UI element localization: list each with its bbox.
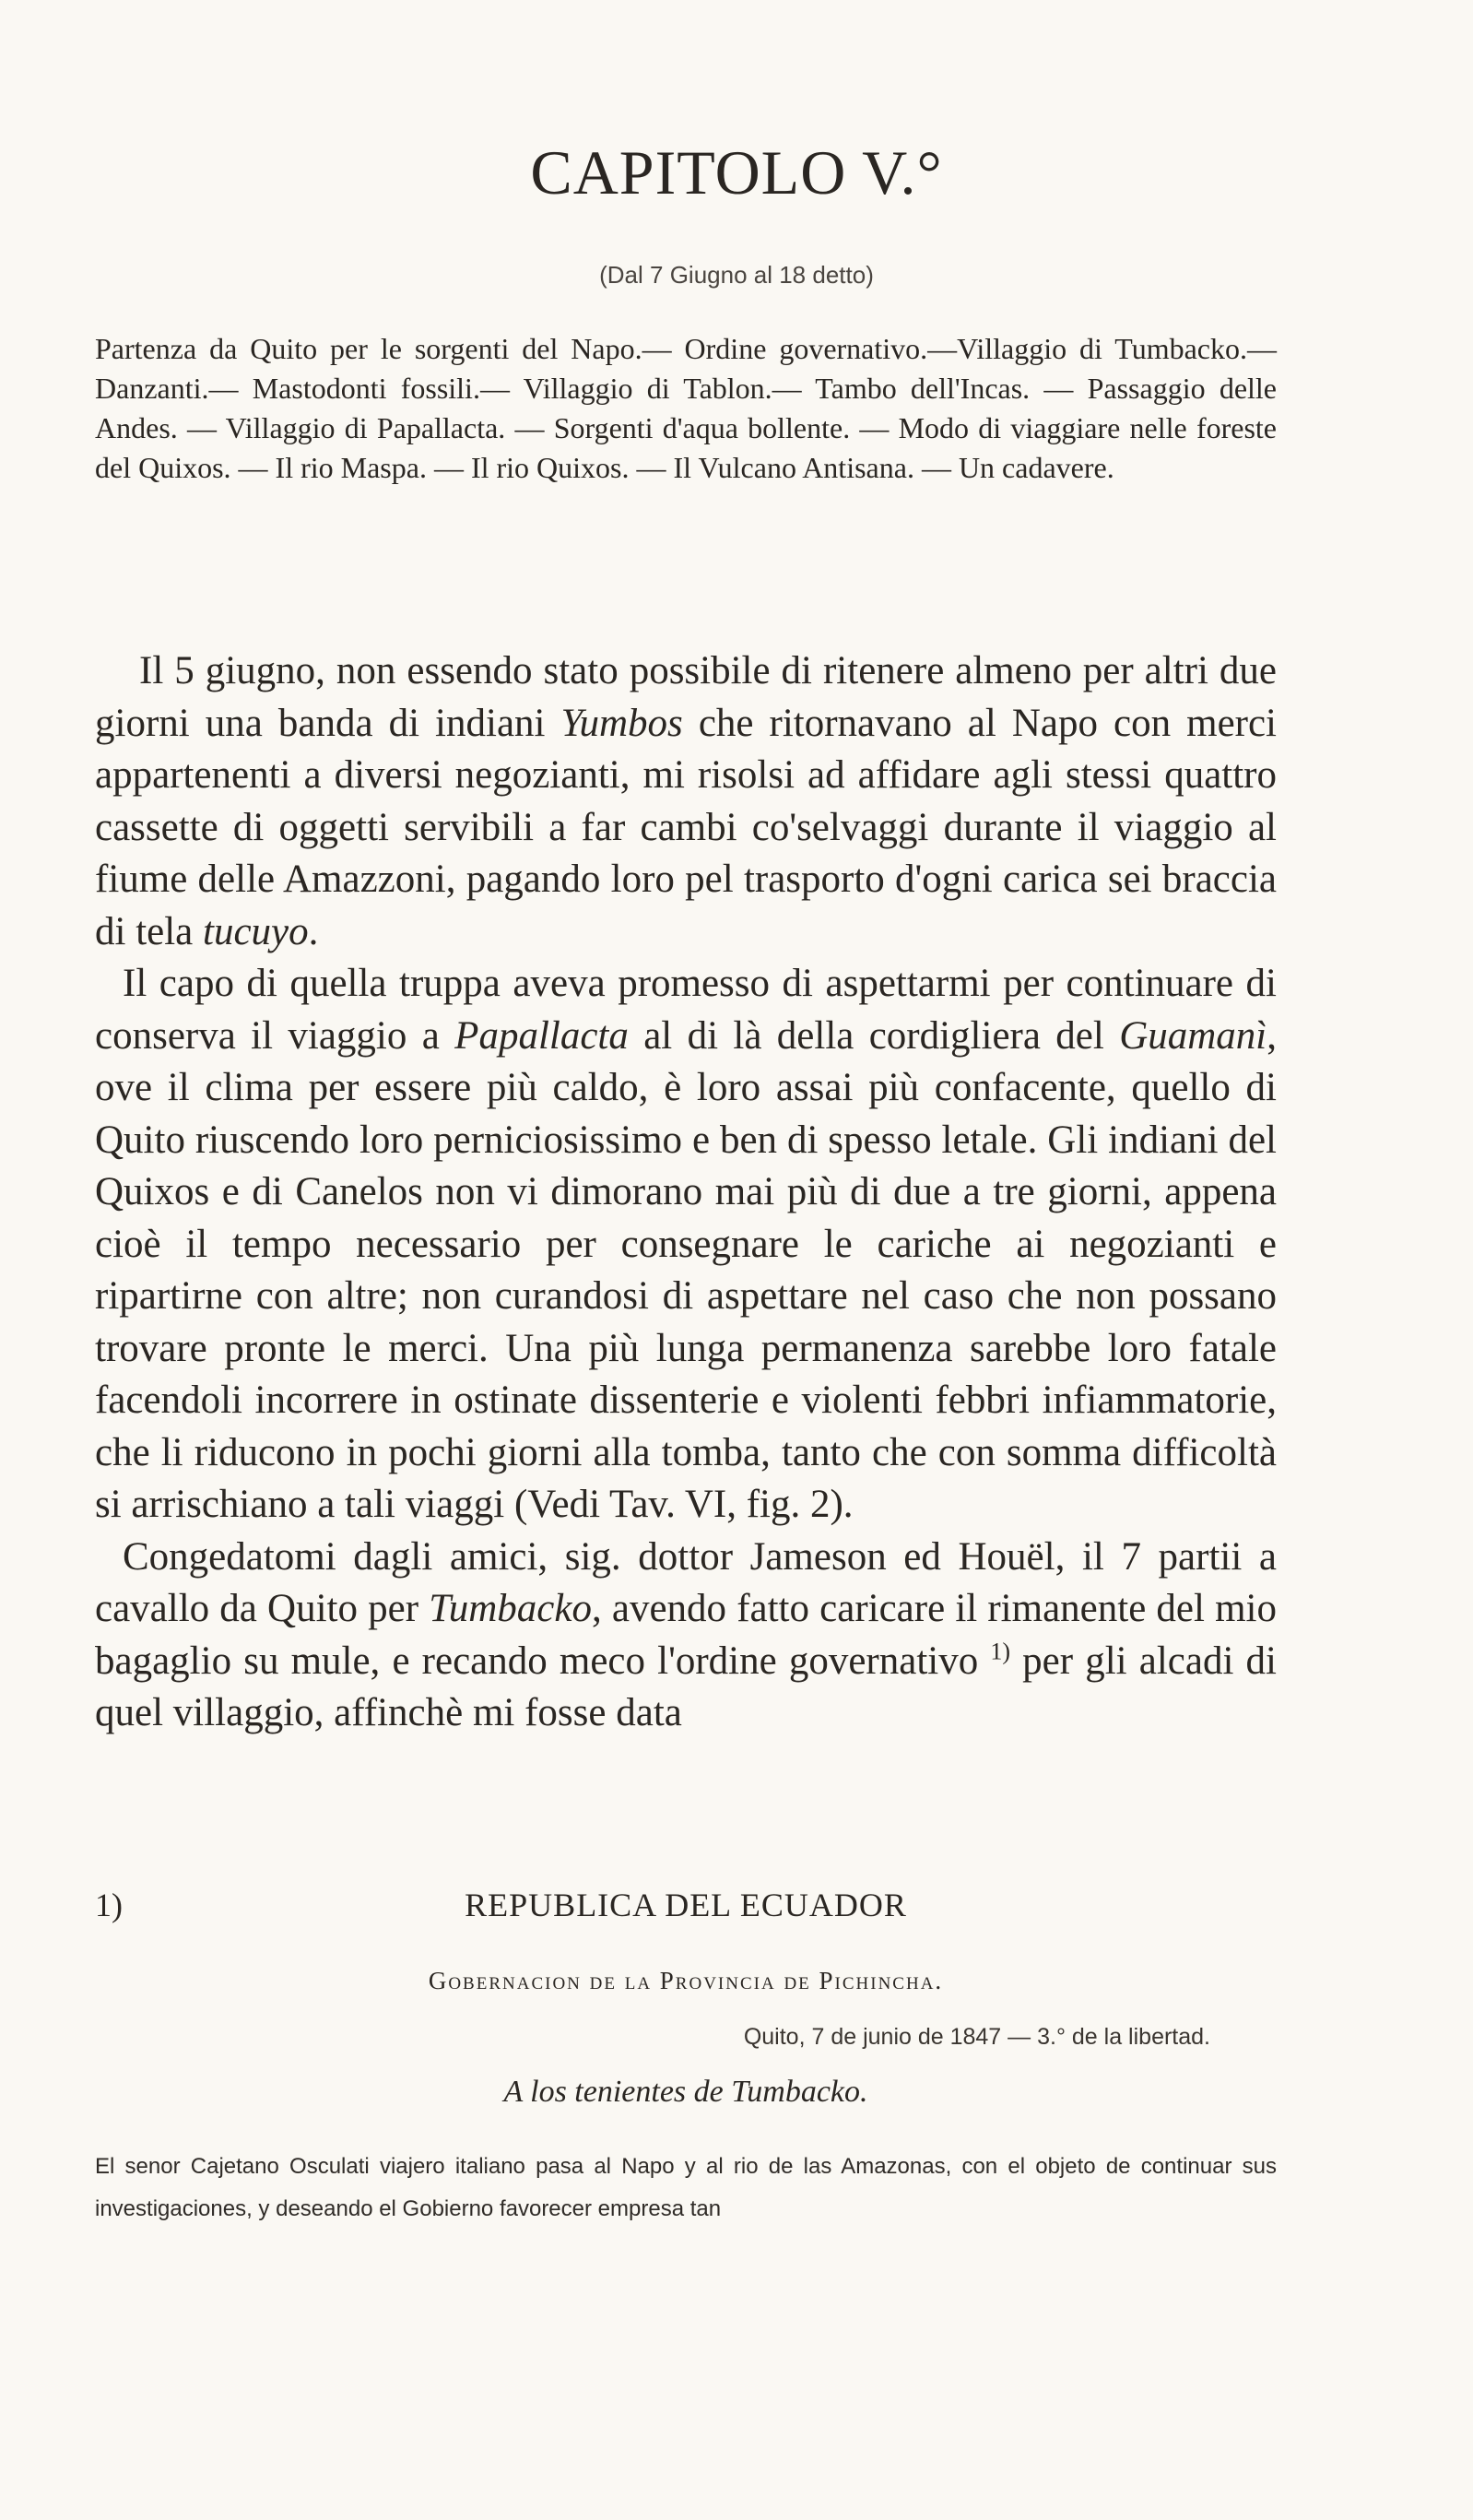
- p3-text-2: , avendo fatto caricare il rimanente del mio bagaglio su mule, e recando meco l'ordine governativo: [95, 1587, 1278, 1683]
- p1-text-2: che ritornavano al Napo con merci appartenenti a diversi negozianti, mi risolsi ad affidare agli stessi quattro cassette di oggetti servibili a far cambi co'selvaggi durante il viaggio al fiume delle Amazzoni, pagando loro pel trasporto d'ogni carica sei braccia di tela: [95, 701, 1277, 953]
- chapter-dates: (Dal 7 Giugno al 18 detto): [599, 261, 874, 289]
- p3-text-1: Congedatomi dagli amici, sig. dottor Jameson ed Houël, il 7 partii a cavallo da Quito per: [95, 1534, 1277, 1630]
- footnote-number: 1): [95, 1887, 123, 1923]
- body-text: [95, 645, 1277, 1740]
- paragraph-3: [95, 1532, 1277, 1740]
- footnote-text: El senor Cajetano Osculati viajero italiano pasa al Napo y al rio de las Amazonas, con el objeto de continuar sus investigaciones, y deseando el Gobierno favorecer empresa tan: [95, 2154, 1277, 2221]
- footnote-marker: 1): [990, 1638, 1011, 1665]
- p2-italic-guamani: Guamanì: [1119, 1013, 1267, 1058]
- p1-italic-yumbos: Yumbos: [560, 701, 683, 745]
- p3-italic-tumbacko: Tumbacko: [429, 1587, 592, 1630]
- p1-italic-tucuyo: tucuyo: [203, 909, 309, 953]
- p2-italic-papallacta: Papallacta: [454, 1013, 629, 1058]
- footnote-gobernacion: Gobernacion de la Provincia de Pichincha.: [428, 1967, 944, 1994]
- paragraph-2: [95, 958, 1277, 1532]
- footnote-address: A los tenientes de Tumbacko.: [503, 2075, 868, 2109]
- p2-text-3: , ove il clima per essere più caldo, è loro assai più confacente, quello di Quito riuscendo loro perniciosissimo e ben di spesso letale. Gli indiani del Quixos e di Canelos non vi dimorano mai più di due a tre giorni, appena cioè il tempo necessario per consegnare le cariche ai negozianti e ripartirne con altre; non curandosi di aspettare nel caso che non possano trovare pronte le merci. Una più lunga permanenza sarebbe loro fatale facendoli incorrere in ostinate dissenterie e violenti febbri infiammatorie, che li riducono in pochi giorni alla tomba, tanto che con somma difficoltà si arrischiano a tali viaggi (Vedi Tav. VI, fig. 2).: [95, 1013, 1277, 1526]
- chapter-title: CAPITOLO V.°: [530, 137, 943, 207]
- chapter-summary: Partenza da Quito per le sorgenti del Napo.— Ordine governativo.—Villaggio di Tumbacko.— Danzanti.— Mastodonti fossili.— Villaggio di Tablon.— Tambo dell'Incas. — Passaggio delle Andes. — Villaggio di Papallacta. — Sorgenti d'aqua bollente. — Modo di viaggiare nelle foreste del Quixos. — Il rio Maspa. — Il rio Quixos. — Il Vulcano Antisana. — Un cadavere.: [95, 332, 1277, 484]
- p2-text-1: Il capo di quella truppa aveva promesso di aspettarmi per continuare di conserva il viaggio a: [95, 962, 1277, 1058]
- p2-text-2: al di là della cordigliera del: [628, 1013, 1120, 1058]
- paragraph-1: [95, 645, 1277, 958]
- p1-text-3: .: [308, 909, 319, 953]
- footnote-republic-heading: REPUBLICA DEL ECUADOR: [465, 1887, 907, 1923]
- p1-text-1: Il 5 giugno, non essendo stato possibile di ritenere almeno per altri due giorni una banda di indiani: [95, 649, 1277, 745]
- p3-text-3: per gli alcadi di quel villaggio, affinchè mi fosse data: [95, 1639, 1277, 1734]
- footnote-date: Quito, 7 de junio de 1847 — 3.° de la libertad.: [743, 2024, 1210, 2050]
